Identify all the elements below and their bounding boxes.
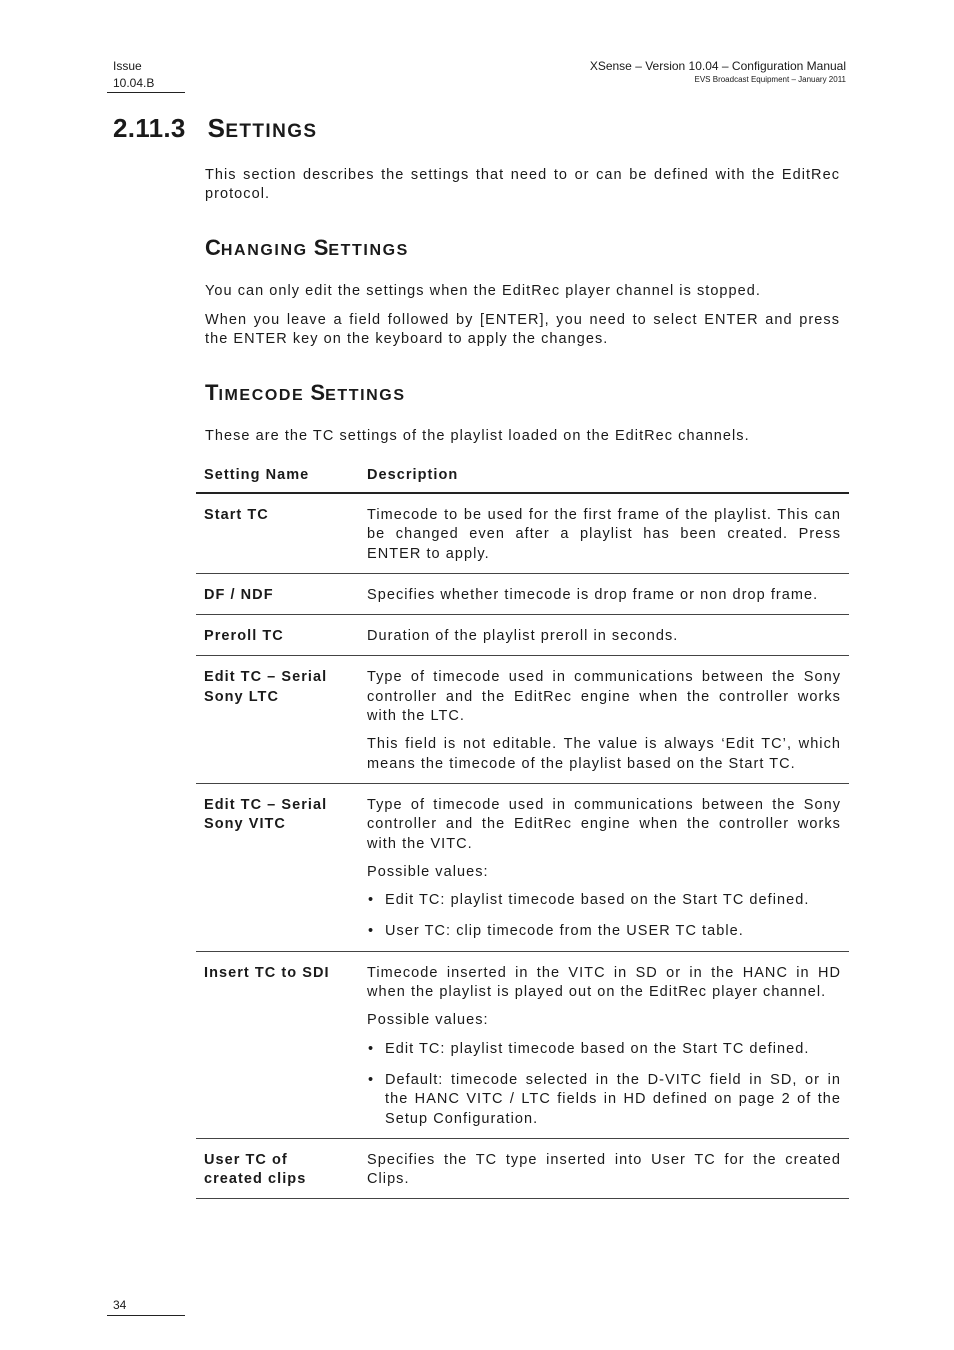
bullet-icon: •: [368, 923, 375, 940]
section-intro: This section describes the settings that need to or can be defined with the EditRec protocol.: [205, 167, 840, 203]
setting-description: [359, 573, 849, 614]
setting-name: Start TC: [196, 493, 359, 573]
table-row: [196, 573, 849, 614]
setting-name: User TC of created clips: [196, 1138, 359, 1199]
list-item-text: User TC: clip timecode from the USER TC table.: [385, 923, 744, 940]
setting-name: Edit TC – Serial Sony VITC: [196, 783, 359, 951]
document-header: [590, 58, 846, 86]
column-header-description: Description: [359, 462, 849, 493]
table-header-row: [196, 462, 849, 493]
heading-rest: IMECODE: [218, 387, 311, 404]
possible-values-label: Possible values:: [367, 1012, 489, 1029]
list-item: [368, 1040, 841, 1059]
heading-rest: HANGING: [220, 242, 314, 259]
list-item: [368, 891, 841, 910]
section-number: 2.11.3: [113, 113, 186, 143]
bullet-icon: •: [368, 1040, 375, 1057]
table-row: [196, 783, 849, 951]
list-item: [368, 922, 841, 941]
table-row: [196, 656, 849, 783]
document-subtitle: EVS Broadcast Equipment – January 2011: [694, 75, 846, 84]
setting-description: [359, 783, 849, 951]
page-number: 34: [113, 1298, 127, 1312]
timecode-settings-heading: [205, 380, 406, 406]
description-text: This field is not editable. The value is always ‘Edit TC’, which means the timecode of the playlist based on the Start TC.: [367, 736, 841, 772]
section-title-rest: ETTINGS: [225, 121, 318, 142]
list-item-text: Edit TC: playlist timecode based on the Start TC defined.: [385, 892, 810, 909]
timecode-intro: These are the TC settings of the playlist loaded on the EditRec channels.: [205, 428, 750, 444]
column-header-setting-name: Setting Name: [196, 462, 359, 493]
description-text: Type of timecode used in communications between the Sony controller and the EditRec engine when the controller works with the VITC.: [367, 796, 841, 852]
description-text: Timecode inserted in the VITC in SD or in the HANC in HD when the playlist is played out on the EditRec player channel.: [367, 964, 841, 1001]
section-heading: [113, 113, 317, 144]
heading-initial: S: [310, 380, 326, 405]
setting-name: Insert TC to SDI: [196, 951, 359, 1138]
page-footer: [113, 1298, 126, 1312]
setting-name: DF / NDF: [196, 573, 359, 614]
footer-rule: [107, 1315, 185, 1316]
setting-description: [359, 656, 849, 783]
heading-initial: T: [205, 380, 219, 405]
list-item-text: Default: timecode selected in the D-VITC field in SD, or in the HANC VITC / LTC fields in HD defined on page 2 of the Setup Configuration.: [385, 1071, 841, 1127]
header-rule: [107, 92, 185, 93]
description-text: Type of timecode used in communications between the Sony controller and the EditRec engine when the controller works with the LTC.: [367, 669, 841, 725]
heading-initial: S: [313, 235, 329, 260]
document-title: XSense – Version 10.04 – Configuration Manual: [589, 59, 846, 73]
changing-settings-heading: [205, 235, 409, 261]
issue-block: [113, 58, 154, 92]
description-text: Duration of the playlist preroll in seconds.: [367, 628, 679, 645]
bullet-icon: •: [368, 892, 375, 909]
changing-para-2: When you leave a field followed by [ENTER], you need to select ENTER and press the ENTER key on the keyboard to apply the changes.: [205, 312, 840, 348]
heading-rest: ETTINGS: [325, 387, 406, 404]
setting-name: Edit TC – Serial Sony LTC: [196, 656, 359, 783]
changing-para-1: You can only edit the settings when the EditRec player channel is stopped.: [205, 283, 761, 299]
issue-number: 10.04.B: [113, 76, 155, 90]
description-text: Timecode to be used for the first frame of the playlist. This can be changed even after a playlist has been created. Press ENTER to apply.: [367, 507, 841, 562]
possible-values-label: Possible values:: [367, 863, 489, 880]
setting-name: Preroll TC: [196, 615, 359, 656]
issue-label: Issue: [113, 59, 142, 73]
description-text: Specifies the TC type inserted into User TC for the created Clips.: [367, 1151, 841, 1188]
description-text: Specifies whether timecode is drop frame or non drop frame.: [367, 586, 819, 603]
list-item-text: Edit TC: playlist timecode based on the Start TC defined.: [385, 1040, 810, 1057]
possible-values-list: [367, 891, 841, 942]
table-row: [196, 615, 849, 656]
bullet-icon: •: [368, 1071, 375, 1088]
setting-description: [359, 1138, 849, 1199]
heading-rest: ETTINGS: [328, 242, 409, 259]
setting-description: [359, 951, 849, 1138]
possible-values-list: [367, 1040, 841, 1129]
timecode-settings-table: [196, 462, 849, 1199]
setting-description: [359, 493, 849, 573]
list-item: [368, 1071, 841, 1129]
section-title-initial: S: [207, 113, 226, 143]
setting-description: [359, 615, 849, 656]
table-row: [196, 1138, 849, 1199]
heading-initial: C: [205, 235, 221, 260]
table-row: [196, 493, 849, 573]
table-row: [196, 951, 849, 1138]
